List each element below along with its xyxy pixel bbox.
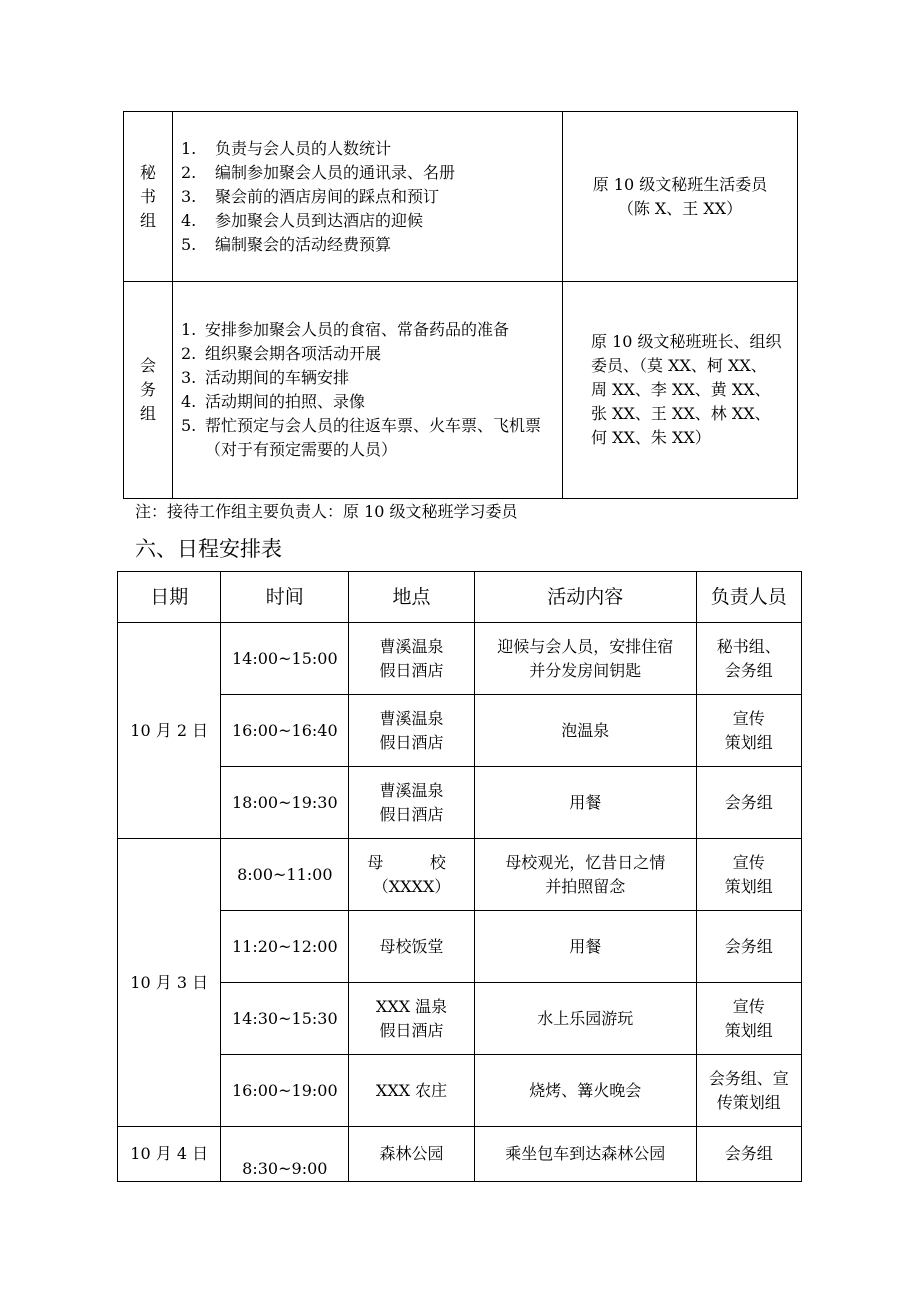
duty-table [123,111,798,499]
group-char: 书 [139,186,156,206]
responsible-cell [696,695,802,767]
header-activity: 活动内容 [474,572,696,623]
time-cell: 18:00~19:30 [221,767,349,839]
activity-cell [474,983,696,1055]
responsible-cell [696,1055,802,1127]
item-number: 3. [181,368,197,387]
members-line: 周 XX、李 XX、黄 XX、 [591,380,771,399]
table-row [124,282,798,499]
activity-line: 乘坐包车到达森林公园 [505,1144,666,1163]
activity-cell [474,767,696,839]
item-number: 5. [181,234,197,254]
activity-line: 泡温泉 [561,720,610,740]
place-cell [349,1055,475,1127]
activity-line: 用餐 [569,792,602,812]
item-number: 2. [181,162,197,182]
members-cell [563,112,798,282]
place-line: XXX 温泉 [375,996,448,1016]
list-item [181,318,556,342]
list-item [181,137,556,161]
responsible-line: 宣传 [732,852,765,872]
item-text: 编制参加聚会人员的通讯录、名册 [215,162,456,182]
item-text: 参加聚会人员到达酒店的迎候 [215,210,424,230]
responsible-cell [696,623,802,695]
list-item [181,366,556,390]
members-line: （陈 X、王 XX） [617,198,743,218]
activity-cell [474,911,696,983]
group-char: 务 [139,380,156,399]
date-cell: 10 月 4 日 [118,1127,221,1182]
time-cell: 14:00~15:00 [221,623,349,695]
place-cell [349,623,475,695]
item-text: 聚会前的酒店房间的踩点和预订 [215,186,440,206]
place-line: 假日酒店 [379,660,444,680]
responsible-line: 会务组 [724,660,773,680]
group-char: 会 [139,356,156,375]
members-cell [563,282,798,499]
list-item [181,209,556,233]
responsible-line: 策划组 [724,1020,773,1040]
responsible-cell [696,839,802,911]
responsible-cell [696,1127,802,1182]
members-line: 原 10 级文秘班生活委员 [592,174,768,194]
item-number: 3. [181,186,197,206]
responsible-line: 策划组 [724,732,773,752]
place-line: 假日酒店 [379,804,444,824]
group-name-cell [124,282,173,499]
place-line: 假日酒店 [379,732,444,752]
place-line: XXX 农庄 [375,1080,448,1100]
place-line: 假日酒店 [379,1020,444,1040]
list-item [181,233,556,257]
place-cell [349,1127,475,1182]
responsible-line: 会务组 [724,792,773,812]
item-text: 帮忙预定与会人员的往返车票、火车票、飞机票（对于有预定需要的人员） [205,416,542,459]
time-cell: 8:00~11:00 [221,839,349,911]
time-cell: 14:30~15:30 [221,983,349,1055]
place-line: 曹溪温泉 [379,708,444,728]
duty-list [181,318,556,462]
group-char: 组 [139,210,156,230]
responsible-line: 宣传 [732,996,765,1016]
item-number: 5. [181,416,197,435]
responsible-line: 会务组、宣 [708,1068,789,1088]
responsible-line: 传策划组 [716,1092,781,1112]
time-cell: 8:30~9:00 [221,1127,349,1182]
group-name-cell [124,112,173,282]
place-line: 曹溪温泉 [379,780,444,800]
place-cell [349,767,475,839]
activity-line: 用餐 [569,936,602,956]
item-number: 1. [181,320,197,339]
activity-cell [474,1055,696,1127]
date-cell: 10 月 3 日 [118,839,221,1127]
list-item [181,161,556,185]
place-char: 校 [429,852,446,872]
time-cell: 16:00~16:40 [221,695,349,767]
list-item [181,390,556,414]
activity-line: 并拍照留念 [545,876,626,896]
list-item [181,414,556,462]
item-number: 4. [181,392,197,411]
item-text: 活动期间的车辆安排 [205,368,350,387]
table-row [118,695,802,767]
responsible-cell [696,983,802,1055]
members-line: 何 XX、朱 XX） [591,428,711,447]
place-line [349,851,474,875]
group-char: 秘 [139,162,156,182]
place-line: 母校饭堂 [379,936,444,956]
responsible-line: 会务组 [724,1144,773,1163]
duties-cell [173,282,563,499]
section-heading: 六、日程安排表 [135,537,282,561]
table-row [118,1055,802,1127]
members-line: 原 10 级文秘班班长、组织 [591,332,782,351]
activity-line: 母校观光，忆昔日之情 [505,852,666,872]
item-number: 2. [181,344,197,363]
activity-line: 烧烤、篝火晚会 [529,1080,642,1100]
activity-line: 并分发房间钥匙 [529,660,642,680]
item-number: 1. [181,138,197,158]
table-row [118,911,802,983]
activity-cell [474,623,696,695]
responsible-line: 会务组 [724,936,773,956]
table-row [118,767,802,839]
responsible-line: 宣传 [732,708,765,728]
place-char: 母 [367,852,384,872]
note-text: 注：接待工作组主要负责人：原 10 级文秘班学习委员 [135,502,518,521]
responsible-line: 策划组 [724,876,773,896]
responsible-line: 秘书组、 [716,636,781,656]
responsible-cell [696,911,802,983]
duties-cell [173,112,563,282]
header-time: 时间 [221,572,349,623]
table-row [118,623,802,695]
place-line: （XXXX） [372,876,451,896]
header-responsible: 负责人员 [696,572,802,623]
activity-line: 水上乐园游玩 [537,1008,634,1028]
members-line: 张 XX、王 XX、林 XX、 [591,404,771,423]
place-line: 曹溪温泉 [379,636,444,656]
time-cell: 11:20~12:00 [221,911,349,983]
place-line: 森林公园 [379,1144,444,1163]
place-cell [349,839,475,911]
activity-cell [474,1127,696,1182]
table-row [118,839,802,911]
activity-cell [474,695,696,767]
item-text: 负责与会人员的人数统计 [215,138,392,158]
item-text: 安排参加聚会人员的食宿、常备药品的准备 [205,320,510,339]
activity-cell [474,839,696,911]
activity-line: 迎候与会人员，安排住宿 [497,636,674,656]
item-text: 活动期间的拍照、录像 [205,392,366,411]
header-place: 地点 [349,572,475,623]
list-item [181,342,556,366]
members-line: 委员、（莫 XX、柯 XX、 [591,356,767,375]
date-cell: 10 月 2 日 [118,623,221,839]
header-row [118,572,802,623]
time-cell: 16:00~19:00 [221,1055,349,1127]
place-cell [349,695,475,767]
item-number: 4. [181,210,197,230]
list-item [181,185,556,209]
responsible-cell [696,767,802,839]
item-text: 编制聚会的活动经费预算 [215,234,392,254]
group-char: 组 [139,404,156,423]
item-text: 组织聚会期各项活动开展 [205,344,382,363]
place-cell [349,983,475,1055]
duty-list [181,137,556,257]
table-row [118,983,802,1055]
table-row [124,112,798,282]
header-date: 日期 [118,572,221,623]
schedule-table [117,571,802,1182]
place-cell [349,911,475,983]
table-row [118,1127,802,1182]
